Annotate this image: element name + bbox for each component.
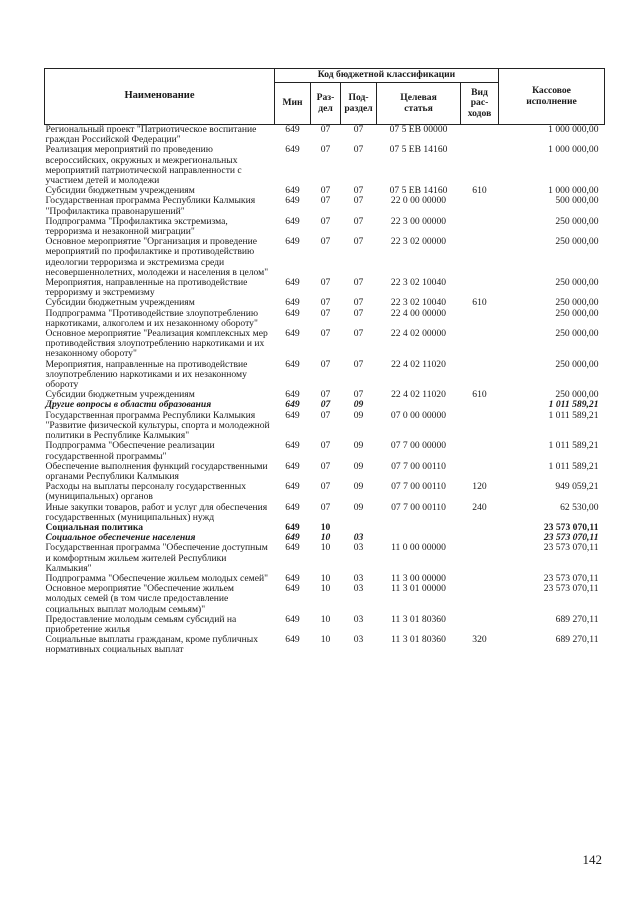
row-razdel: 10 xyxy=(320,583,331,595)
row-podrazdel: 03 xyxy=(353,532,364,544)
row-amount: 23 573 070,11 xyxy=(543,532,599,544)
row-razdel: 07 xyxy=(320,481,331,493)
row-razdel: 07 xyxy=(320,501,331,513)
row-celevaya: 11 3 01 80360 xyxy=(391,613,446,625)
row-razdel: 07 xyxy=(320,328,331,340)
row-amount: 250 000,00 xyxy=(555,389,599,401)
row-celevaya: 11 3 01 00000 xyxy=(391,583,446,595)
row-podrazdel: 03 xyxy=(353,572,364,584)
row-min: 649 xyxy=(285,634,300,646)
row-name: Государственная программа Республики Калмыкия "Развитие физической культуры, спорта и молодежной политики в Республике Калмыкия" xyxy=(45,409,270,442)
row-vid xyxy=(461,145,499,186)
table-row xyxy=(45,196,605,216)
row-name: Другие вопросы в области образования xyxy=(45,399,212,411)
row-min: 649 xyxy=(285,307,300,319)
row-podrazdel: 07 xyxy=(353,124,364,135)
row-celevaya: 22 4 00 00000 xyxy=(390,307,447,319)
row-celevaya: 07 5 EB 14160 xyxy=(389,144,448,156)
row-name: Подпрограмма "Противодействие злоупотреблению наркотиками, алкоголем и их незаконному обороту" xyxy=(45,307,259,329)
table-row xyxy=(45,503,605,523)
row-vid xyxy=(461,533,499,543)
row-vid: 610 xyxy=(472,185,487,197)
row-vid: 610 xyxy=(472,389,487,401)
row-podrazdel: 09 xyxy=(353,440,364,452)
table-row xyxy=(45,145,605,186)
row-vid xyxy=(461,543,499,574)
row-celevaya: 22 3 00 00000 xyxy=(390,215,447,227)
row-amount: 949 059,21 xyxy=(555,481,599,493)
row-celevaya: 07 7 00 00110 xyxy=(391,501,446,513)
row-amount: 500 000,00 xyxy=(555,195,599,207)
row-name: Основное мероприятие "Реализация комплексных мер противодействия злоупотреблению наркотиками и их незаконному обороту" xyxy=(45,328,268,360)
row-podrazdel: 03 xyxy=(353,583,364,595)
row-min: 649 xyxy=(285,583,300,595)
row-celevaya xyxy=(377,523,461,533)
row-min: 649 xyxy=(285,613,300,625)
row-razdel: 07 xyxy=(320,236,331,248)
table-row xyxy=(45,462,605,482)
row-vid xyxy=(461,125,499,146)
row-min: 649 xyxy=(285,328,300,340)
row-celevaya: 07 7 00 00000 xyxy=(390,440,447,452)
row-razdel: 07 xyxy=(320,124,331,135)
table-body xyxy=(45,125,605,656)
row-name: Иные закупки товаров, работ и услуг для обеспечения государственных (муниципальных) нужд xyxy=(45,501,268,523)
row-min: 649 xyxy=(285,521,300,533)
row-vid xyxy=(461,196,499,216)
row-razdel: 07 xyxy=(320,215,331,227)
row-razdel: 07 xyxy=(320,460,331,472)
row-razdel: 07 xyxy=(320,297,331,309)
row-min: 649 xyxy=(285,215,300,227)
row-podrazdel: 07 xyxy=(353,185,364,197)
row-vid xyxy=(461,329,499,360)
row-amount: 250 000,00 xyxy=(555,358,599,370)
row-vid xyxy=(461,309,499,329)
row-razdel: 07 xyxy=(320,389,331,401)
row-min: 649 xyxy=(285,501,300,513)
row-vid xyxy=(461,411,499,442)
row-podrazdel: 07 xyxy=(353,297,364,309)
row-min: 649 xyxy=(285,440,300,452)
row-min: 649 xyxy=(285,277,300,289)
row-podrazdel: 09 xyxy=(353,481,364,493)
row-amount: 1 011 589,21 xyxy=(548,460,599,472)
header-amount: Кассовое исполнение xyxy=(499,69,605,125)
row-celevaya: 11 3 01 80360 xyxy=(391,634,446,646)
row-min: 649 xyxy=(285,542,300,554)
row-vid xyxy=(461,400,499,410)
row-name: Основное мероприятие "Обеспечение жильем молодых семей (в том числе предоставление социальных выплат молодым семьям)" xyxy=(45,583,235,615)
table-header xyxy=(45,69,605,125)
row-podrazdel: 09 xyxy=(353,460,364,472)
row-name: Обеспечение выполнения функций государственными органами Республики Калмыкия xyxy=(45,460,268,482)
row-name: Региональный проект "Патриотическое воспитание граждан Российской Федерации" xyxy=(45,124,257,146)
row-min: 649 xyxy=(285,532,300,544)
row-min: 649 xyxy=(285,481,300,493)
row-podrazdel: 07 xyxy=(353,236,364,248)
table-row xyxy=(45,217,605,237)
row-podrazdel: 07 xyxy=(353,215,364,227)
row-name: Реализация мероприятий по проведению всероссийских, окружных и межрегиональных мероприятий патриотической направленности с участием детей и молодежи xyxy=(45,144,242,187)
row-celevaya: 22 4 02 00000 xyxy=(390,328,447,340)
row-amount: 23 573 070,11 xyxy=(543,521,599,533)
table-row xyxy=(45,360,605,391)
row-min: 649 xyxy=(285,124,300,135)
row-name: Мероприятия, направленные на противодействие терроризму и экстремизму xyxy=(45,277,248,299)
row-name: Государственная программа "Обеспечение доступным и комфортным жильем жителей Республики Калмыкия" xyxy=(45,542,268,574)
row-amount: 250 000,00 xyxy=(555,277,599,289)
row-min: 649 xyxy=(285,297,300,309)
row-amount: 1 000 000,00 xyxy=(548,144,599,156)
row-razdel: 07 xyxy=(320,144,331,156)
header-vid: Вид рас- ходов xyxy=(461,83,499,125)
row-min: 649 xyxy=(285,389,300,401)
row-podrazdel: 09 xyxy=(353,501,364,513)
row-amount: 1 011 589,21 xyxy=(548,440,599,452)
row-podrazdel: 07 xyxy=(353,389,364,401)
row-razdel: 07 xyxy=(320,440,331,452)
row-amount: 250 000,00 xyxy=(555,236,599,248)
row-min: 649 xyxy=(285,358,300,370)
table-row xyxy=(45,411,605,442)
row-podrazdel: 03 xyxy=(353,613,364,625)
row-podrazdel: 07 xyxy=(353,358,364,370)
row-vid: 120 xyxy=(472,481,487,493)
table-row xyxy=(45,543,605,574)
row-podrazdel: 03 xyxy=(353,634,364,646)
row-name: Социальное обеспечение населения xyxy=(45,532,196,544)
row-min: 649 xyxy=(285,572,300,584)
row-name: Подпрограмма "Профилактика экстремизма, терроризма и незаконной миграции" xyxy=(45,215,228,238)
row-amount: 689 270,11 xyxy=(555,613,599,625)
table-row xyxy=(45,584,605,615)
header-classification-group: Код бюджетной классификации xyxy=(275,69,499,83)
table-row xyxy=(45,635,605,655)
row-name: Предоставление молодым семьям субсидий на приобретение жилья xyxy=(45,613,237,635)
table-row xyxy=(45,125,605,146)
header-min: Мин xyxy=(275,83,311,125)
row-vid xyxy=(461,278,499,298)
row-amount: 1 011 589,21 xyxy=(548,409,599,421)
row-min: 649 xyxy=(285,144,300,156)
row-podrazdel: 07 xyxy=(353,195,364,207)
row-min: 649 xyxy=(285,409,300,421)
header-podrazdel: Под- раздел xyxy=(341,83,377,125)
row-razdel: 07 xyxy=(320,277,331,289)
row-razdel: 10 xyxy=(320,613,331,625)
row-name: Расходы на выплаты персоналу государственных (муниципальных) органов xyxy=(45,481,247,503)
row-name: Субсидии бюджетным учреждениям xyxy=(45,297,195,309)
row-celevaya: 07 0 00 00000 xyxy=(390,409,447,421)
row-amount: 250 000,00 xyxy=(555,328,599,340)
row-vid xyxy=(461,574,499,584)
row-celevaya: 22 3 02 10040 xyxy=(390,277,447,289)
budget-document xyxy=(44,68,604,656)
row-celevaya: 22 4 02 11020 xyxy=(391,358,446,370)
row-celevaya: 07 5 EB 14160 xyxy=(389,185,448,197)
row-name: Мероприятия, направленные на противодействие злоупотреблению наркотиками и их незаконному обороту xyxy=(45,358,248,391)
row-vid: 240 xyxy=(472,501,487,513)
row-podrazdel: 09 xyxy=(353,409,364,421)
row-name: Государственная программа Республики Калмыкия "Профилактика правонарушений" xyxy=(45,195,256,217)
row-min: 649 xyxy=(285,399,300,411)
page-number: 142 xyxy=(582,852,602,867)
row-vid xyxy=(461,217,499,237)
row-celevaya: 11 0 00 00000 xyxy=(391,542,446,554)
row-amount: 1 011 589,21 xyxy=(548,399,599,411)
table-row xyxy=(45,615,605,635)
row-razdel: 10 xyxy=(320,572,331,584)
row-razdel: 10 xyxy=(320,521,331,533)
row-vid: 610 xyxy=(472,297,487,309)
row-razdel: 07 xyxy=(320,409,331,421)
row-name: Социальные выплаты гражданам, кроме публичных нормативных социальных выплат xyxy=(45,634,259,656)
row-celevaya: 07 7 00 00110 xyxy=(391,460,446,472)
header-razdel: Раз- дел xyxy=(311,83,341,125)
row-min: 649 xyxy=(285,460,300,472)
row-amount: 689 270,11 xyxy=(555,634,599,646)
table-row xyxy=(45,441,605,461)
header-celevaya: Целевая статья xyxy=(377,83,461,125)
row-amount: 250 000,00 xyxy=(555,297,599,309)
row-razdel: 07 xyxy=(320,185,331,197)
row-name: Подпрограмма "Обеспечение жильем молодых семей" xyxy=(45,572,269,584)
row-amount: 1 000 000,00 xyxy=(548,185,599,197)
row-name: Подпрограмма "Обеспечение реализации государственной программы" xyxy=(45,440,215,462)
row-min: 649 xyxy=(285,185,300,197)
row-celevaya: 22 0 00 00000 xyxy=(390,195,447,207)
row-name: Социальная политика xyxy=(45,521,144,533)
row-name: Субсидии бюджетным учреждениям xyxy=(45,185,195,197)
row-vid: 320 xyxy=(472,634,487,646)
row-podrazdel: 07 xyxy=(353,307,364,319)
row-vid xyxy=(461,360,499,391)
row-razdel: 07 xyxy=(320,358,331,370)
row-razdel: 07 xyxy=(320,195,331,207)
row-amount: 62 530,00 xyxy=(560,501,599,513)
row-amount: 23 573 070,11 xyxy=(543,542,599,554)
row-min: 649 xyxy=(285,236,300,248)
row-podrazdel: 03 xyxy=(353,542,364,554)
row-name: Субсидии бюджетным учреждениям xyxy=(45,389,195,401)
table-row xyxy=(45,482,605,502)
row-razdel: 07 xyxy=(320,399,331,411)
row-vid xyxy=(461,584,499,615)
row-podrazdel: 07 xyxy=(353,328,364,340)
row-vid xyxy=(461,462,499,482)
row-razdel: 07 xyxy=(320,307,331,319)
row-min: 649 xyxy=(285,195,300,207)
row-vid xyxy=(461,523,499,533)
header-name: Наименование xyxy=(45,69,275,125)
row-amount: 250 000,00 xyxy=(555,307,599,319)
row-amount: 23 573 070,11 xyxy=(543,572,599,584)
row-celevaya: 22 4 02 11020 xyxy=(391,389,446,401)
row-celevaya: 11 3 00 00000 xyxy=(391,572,446,584)
row-razdel: 10 xyxy=(320,532,331,544)
row-vid xyxy=(461,441,499,461)
table-row xyxy=(45,329,605,360)
row-celevaya: 22 3 02 00000 xyxy=(390,236,447,248)
row-podrazdel: 09 xyxy=(353,399,364,411)
row-podrazdel: 07 xyxy=(353,144,364,156)
row-vid xyxy=(461,237,499,278)
row-razdel: 10 xyxy=(320,542,331,554)
table-row xyxy=(45,237,605,278)
row-celevaya: 07 5 EB 00000 xyxy=(389,124,448,135)
row-podrazdel: 07 xyxy=(353,277,364,289)
row-celevaya: 22 3 02 10040 xyxy=(390,297,447,309)
row-amount: 250 000,00 xyxy=(555,215,599,227)
row-celevaya: 07 7 00 00110 xyxy=(391,481,446,493)
row-name: Основное мероприятие "Организация и проведение мероприятий по профилактике и противодействию идеологии терроризма и экстремизма среди несовершеннолетних, молодежи и населения в целом" xyxy=(45,236,269,278)
row-amount: 23 573 070,11 xyxy=(543,583,599,595)
budget-table xyxy=(44,68,605,656)
row-amount: 1 000 000,00 xyxy=(548,124,599,135)
table-row xyxy=(45,278,605,298)
table-row xyxy=(45,309,605,329)
row-vid xyxy=(461,615,499,635)
row-razdel: 10 xyxy=(320,634,331,646)
